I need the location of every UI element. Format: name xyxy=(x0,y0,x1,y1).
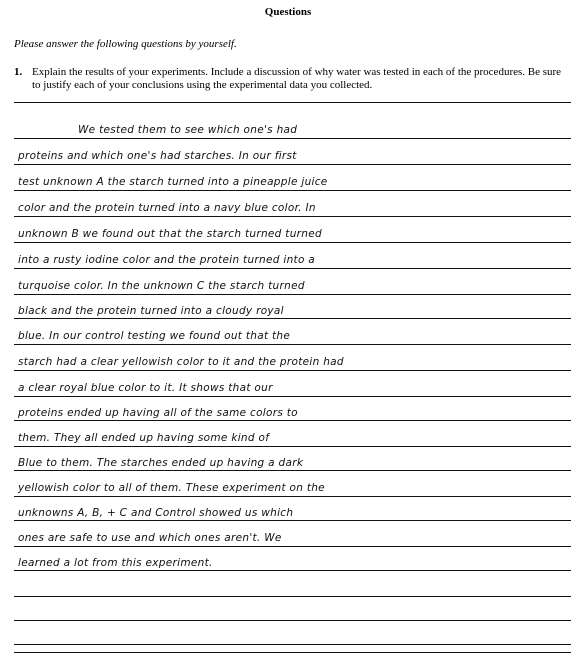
handwritten-line: Blue to them. The starches ended up having a dark xyxy=(18,457,304,469)
answer-rule xyxy=(14,216,571,217)
answer-rule xyxy=(14,596,571,597)
handwritten-line: yellowish color to all of them. These experiment on the xyxy=(18,482,325,494)
instructions-text: Please answer the following questions by yourself. xyxy=(14,38,237,50)
handwritten-line: them. They all ended up having some kind of xyxy=(18,432,270,444)
answer-rule xyxy=(14,138,571,139)
answer-rule xyxy=(14,190,571,191)
answer-rule xyxy=(14,102,571,103)
answer-rule xyxy=(14,164,571,165)
handwritten-line: unknown B we found out that the starch turned turned xyxy=(18,228,322,240)
answer-rule xyxy=(14,370,571,371)
answer-rule xyxy=(14,470,571,471)
handwritten-line: starch had a clear yellowish color to it and the protein had xyxy=(18,356,344,368)
answer-rule xyxy=(14,446,571,447)
handwritten-line: test unknown A the starch turned into a pineapple juice xyxy=(18,176,328,188)
answer-rule xyxy=(14,546,571,547)
answer-rule xyxy=(14,242,571,243)
question-text: Explain the results of your experiments. Include a discussion of why water was tested in each of the procedures. Be sure to justify each of your conclusions using the experimental data you collected. xyxy=(32,66,562,91)
answer-rule xyxy=(14,570,571,571)
answer-rule xyxy=(14,496,571,497)
answer-rule xyxy=(14,344,571,345)
handwritten-line: proteins ended up having all of the same colors to xyxy=(18,407,298,419)
handwritten-line: into a rusty iodine color and the protein turned into a xyxy=(18,254,316,266)
handwritten-line: a clear royal blue color to it. It shows that our xyxy=(18,382,273,394)
question-number: 1. xyxy=(14,66,23,78)
handwritten-line: We tested them to see which one's had xyxy=(78,124,298,136)
handwritten-line: ones are safe to use and which ones aren't. We xyxy=(18,532,282,544)
handwritten-line: unknowns A, B, + C and Control showed us which xyxy=(18,507,294,519)
handwritten-line: turquoise color. In the unknown C the starch turned xyxy=(18,280,305,292)
answer-rule xyxy=(14,294,571,295)
answer-rule xyxy=(14,420,571,421)
answer-rule xyxy=(14,644,571,645)
answer-rule xyxy=(14,620,571,621)
handwritten-line: proteins and which one's had starches. In our first xyxy=(18,150,297,162)
handwritten-line: color and the protein turned into a navy blue color. In xyxy=(18,202,316,214)
answer-rule xyxy=(14,520,571,521)
answer-rule xyxy=(14,318,571,319)
question-1 xyxy=(14,66,568,92)
answer-rule xyxy=(14,396,571,397)
handwritten-line: learned a lot from this experiment. xyxy=(18,557,213,569)
answer-rule xyxy=(14,268,571,269)
page-title: Questions xyxy=(264,6,312,18)
page-bottom-border xyxy=(14,652,571,653)
handwritten-line: black and the protein turned into a cloudy royal xyxy=(18,305,284,317)
handwritten-line: blue. In our control testing we found out that the xyxy=(18,330,291,342)
